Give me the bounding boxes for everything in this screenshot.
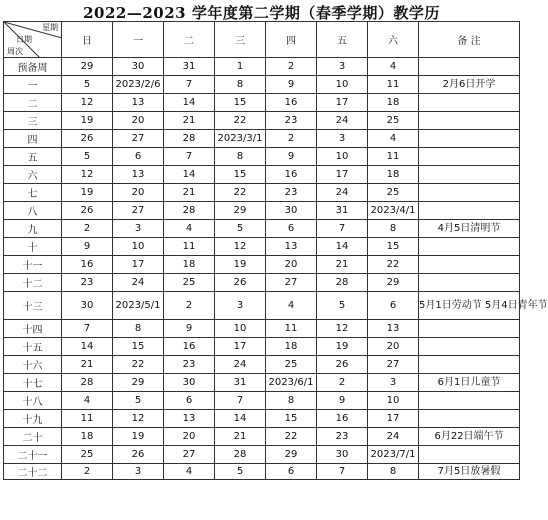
date-cell: 12 [62,166,113,184]
date-cell: 24 [113,274,164,292]
date-cell: 2023/5/1 [113,292,164,320]
date-cell: 26 [62,202,113,220]
note-cell [419,256,520,274]
teaching-calendar-table [3,21,548,480]
note-cell [419,94,520,112]
header-wednesday: 三 [215,22,266,58]
note-cell: 5月1日劳动节 5月4日青年节 [419,292,520,320]
week-label: 十 [4,238,62,256]
date-cell: 8 [113,320,164,338]
table-row [4,392,520,410]
date-cell: 30 [266,202,317,220]
date-cell: 26 [317,356,368,374]
date-cell: 21 [215,428,266,446]
date-cell: 31 [215,374,266,392]
date-cell: 25 [368,184,419,202]
date-cell: 23 [266,112,317,130]
table-row [4,410,520,428]
date-cell: 10 [317,76,368,94]
week-label: 十一 [4,256,62,274]
week-label: 十五 [4,338,62,356]
date-cell: 20 [368,338,419,356]
note-cell [419,274,520,292]
date-cell: 3 [368,374,419,392]
note-cell [419,392,520,410]
date-cell: 13 [113,166,164,184]
date-cell: 14 [317,238,368,256]
week-label: 一 [4,76,62,94]
date-cell: 30 [62,292,113,320]
week-label: 五 [4,148,62,166]
table-row [4,292,520,320]
date-cell: 18 [368,166,419,184]
note-cell [419,202,520,220]
date-cell: 7 [164,148,215,166]
date-cell: 20 [266,256,317,274]
week-label: 十七 [4,374,62,392]
date-cell: 4 [368,130,419,148]
corner-date-label: 日期 [16,35,32,44]
date-cell: 24 [317,112,368,130]
date-cell: 19 [62,112,113,130]
date-cell: 4 [368,58,419,76]
note-cell [419,130,520,148]
date-cell: 13 [368,320,419,338]
date-cell: 21 [164,112,215,130]
date-cell: 6 [368,292,419,320]
date-cell: 2 [62,464,113,480]
date-cell: 3 [113,464,164,480]
date-cell: 7 [317,220,368,238]
date-cell: 10 [368,392,419,410]
date-cell: 17 [317,94,368,112]
date-cell: 9 [317,392,368,410]
date-cell: 19 [215,256,266,274]
date-cell: 2 [266,58,317,76]
date-cell: 13 [266,238,317,256]
date-cell: 16 [266,94,317,112]
week-label: 预备周 [4,58,62,76]
date-cell: 15 [113,338,164,356]
note-cell [419,446,520,464]
date-cell: 9 [164,320,215,338]
date-cell: 19 [317,338,368,356]
date-cell: 7 [62,320,113,338]
header-monday: 一 [113,22,164,58]
note-cell: 4月5日清明节 [419,220,520,238]
table-row [4,446,520,464]
date-cell: 25 [266,356,317,374]
week-label: 二十一 [4,446,62,464]
date-cell: 14 [62,338,113,356]
note-cell [419,112,520,130]
date-cell: 17 [317,166,368,184]
note-cell [419,320,520,338]
date-cell: 24 [215,356,266,374]
date-cell: 17 [215,338,266,356]
week-label: 八 [4,202,62,220]
week-label: 四 [4,130,62,148]
date-cell: 10 [317,148,368,166]
date-cell: 27 [368,356,419,374]
date-cell: 26 [215,274,266,292]
date-cell: 18 [266,338,317,356]
date-cell: 9 [266,76,317,94]
header-thursday: 四 [266,22,317,58]
table-row [4,166,520,184]
date-cell: 7 [164,76,215,94]
week-label: 十二 [4,274,62,292]
note-cell [419,356,520,374]
date-cell: 26 [113,446,164,464]
date-cell: 29 [266,446,317,464]
table-row [4,202,520,220]
date-cell: 23 [62,274,113,292]
date-cell: 20 [113,184,164,202]
date-cell: 12 [317,320,368,338]
date-cell: 5 [62,76,113,94]
date-cell: 20 [113,112,164,130]
date-cell: 4 [164,220,215,238]
note-cell: 2月6日开学 [419,76,520,94]
table-row [4,148,520,166]
date-cell: 11 [368,148,419,166]
date-cell: 5 [317,292,368,320]
date-cell: 30 [317,446,368,464]
date-cell: 4 [164,464,215,480]
note-cell [419,148,520,166]
date-cell: 31 [164,58,215,76]
date-cell: 16 [266,166,317,184]
date-cell: 3 [215,292,266,320]
date-cell: 28 [164,130,215,148]
date-cell: 8 [215,76,266,94]
table-row [4,58,520,76]
date-cell: 5 [215,464,266,480]
header-row [4,22,520,58]
date-cell: 9 [62,238,113,256]
header-tuesday: 二 [164,22,215,58]
date-cell: 16 [62,256,113,274]
date-cell: 8 [368,464,419,480]
date-cell: 15 [215,166,266,184]
corner-week-label: 周次 [7,47,23,56]
date-cell: 8 [368,220,419,238]
date-cell: 16 [317,410,368,428]
date-cell: 19 [113,428,164,446]
week-label: 十六 [4,356,62,374]
week-label: 七 [4,184,62,202]
corner-weekday-label: 星期 [42,23,58,32]
note-cell [419,338,520,356]
date-cell: 29 [113,374,164,392]
week-label: 二十 [4,428,62,446]
date-cell: 23 [266,184,317,202]
date-cell: 27 [113,130,164,148]
date-cell: 27 [164,446,215,464]
date-cell: 11 [164,238,215,256]
date-cell: 21 [317,256,368,274]
date-cell: 23 [317,428,368,446]
date-cell: 5 [215,220,266,238]
note-cell [419,166,520,184]
note-cell [419,410,520,428]
note-cell [419,58,520,76]
date-cell: 5 [113,392,164,410]
table-row [4,320,520,338]
date-cell: 2023/2/6 [113,76,164,94]
date-cell: 27 [113,202,164,220]
date-cell: 10 [215,320,266,338]
calendar-body [4,22,548,480]
table-row [4,238,520,256]
table-row [4,130,520,148]
date-cell: 7 [317,464,368,480]
date-cell: 2 [317,374,368,392]
corner-cell [4,22,62,58]
date-cell: 8 [215,148,266,166]
header-notes: 备 注 [419,22,520,58]
week-label: 九 [4,220,62,238]
date-cell: 18 [62,428,113,446]
week-label: 十三 [4,292,62,320]
week-label: 十四 [4,320,62,338]
table-row [4,220,520,238]
date-cell: 2023/3/1 [215,130,266,148]
date-cell: 4 [266,292,317,320]
table-row [4,256,520,274]
date-cell: 23 [164,356,215,374]
table-row [4,374,520,392]
date-cell: 31 [317,202,368,220]
week-label: 十八 [4,392,62,410]
date-cell: 12 [215,238,266,256]
date-cell: 28 [62,374,113,392]
table-row [4,274,520,292]
date-cell: 29 [215,202,266,220]
note-cell [419,238,520,256]
week-label: 六 [4,166,62,184]
date-cell: 2 [266,130,317,148]
date-cell: 2023/6/1 [266,374,317,392]
table-row [4,184,520,202]
date-cell: 24 [317,184,368,202]
date-cell: 6 [164,392,215,410]
table-row [4,94,520,112]
date-cell: 3 [113,220,164,238]
date-cell: 11 [368,76,419,94]
table-row [4,428,520,446]
date-cell: 25 [164,274,215,292]
table-row [4,76,520,94]
date-cell: 12 [113,410,164,428]
date-cell: 30 [164,374,215,392]
date-cell: 2023/4/1 [368,202,419,220]
header-friday: 五 [317,22,368,58]
date-cell: 21 [62,356,113,374]
date-cell: 22 [215,184,266,202]
date-cell: 6 [266,220,317,238]
date-cell: 12 [62,94,113,112]
date-cell: 17 [368,410,419,428]
page-title: 2022—2023 学年度第二学期（春季学期）教学历 [83,4,440,22]
date-cell: 13 [113,94,164,112]
date-cell: 16 [164,338,215,356]
date-cell: 2023/7/1 [368,446,419,464]
date-cell: 14 [164,166,215,184]
date-cell: 28 [317,274,368,292]
week-label: 二 [4,94,62,112]
date-cell: 4 [62,392,113,410]
date-cell: 2 [164,292,215,320]
note-cell: 6月1日儿童节 [419,374,520,392]
date-cell: 27 [266,274,317,292]
date-cell: 30 [113,58,164,76]
date-cell: 14 [215,410,266,428]
date-cell: 10 [113,238,164,256]
date-cell: 22 [266,428,317,446]
table-row [4,112,520,130]
week-label: 十九 [4,410,62,428]
date-cell: 3 [317,58,368,76]
date-cell: 18 [164,256,215,274]
date-cell: 25 [368,112,419,130]
table-row [4,338,520,356]
date-cell: 9 [266,148,317,166]
table-row [4,356,520,374]
header-sunday: 日 [62,22,113,58]
date-cell: 29 [368,274,419,292]
date-cell: 15 [215,94,266,112]
date-cell: 8 [266,392,317,410]
date-cell: 22 [368,256,419,274]
date-cell: 28 [164,202,215,220]
date-cell: 26 [62,130,113,148]
date-cell: 15 [368,238,419,256]
date-cell: 25 [62,446,113,464]
date-cell: 6 [266,464,317,480]
date-cell: 17 [113,256,164,274]
date-cell: 19 [62,184,113,202]
date-cell: 21 [164,184,215,202]
date-cell: 5 [62,148,113,166]
date-cell: 15 [266,410,317,428]
week-label: 三 [4,112,62,130]
note-cell [419,184,520,202]
date-cell: 22 [215,112,266,130]
header-saturday: 六 [368,22,419,58]
date-cell: 29 [62,58,113,76]
note-cell: 7月5日放暑假 [419,464,520,480]
date-cell: 13 [164,410,215,428]
date-cell: 11 [266,320,317,338]
date-cell: 6 [113,148,164,166]
note-cell: 6月22日端午节 [419,428,520,446]
table-row [4,464,520,480]
date-cell: 11 [62,410,113,428]
date-cell: 14 [164,94,215,112]
date-cell: 2 [62,220,113,238]
date-cell: 7 [215,392,266,410]
date-cell: 24 [368,428,419,446]
date-cell: 18 [368,94,419,112]
week-label: 二十二 [4,464,62,480]
date-cell: 20 [164,428,215,446]
date-cell: 1 [215,58,266,76]
date-cell: 3 [317,130,368,148]
date-cell: 22 [113,356,164,374]
date-cell: 28 [215,446,266,464]
